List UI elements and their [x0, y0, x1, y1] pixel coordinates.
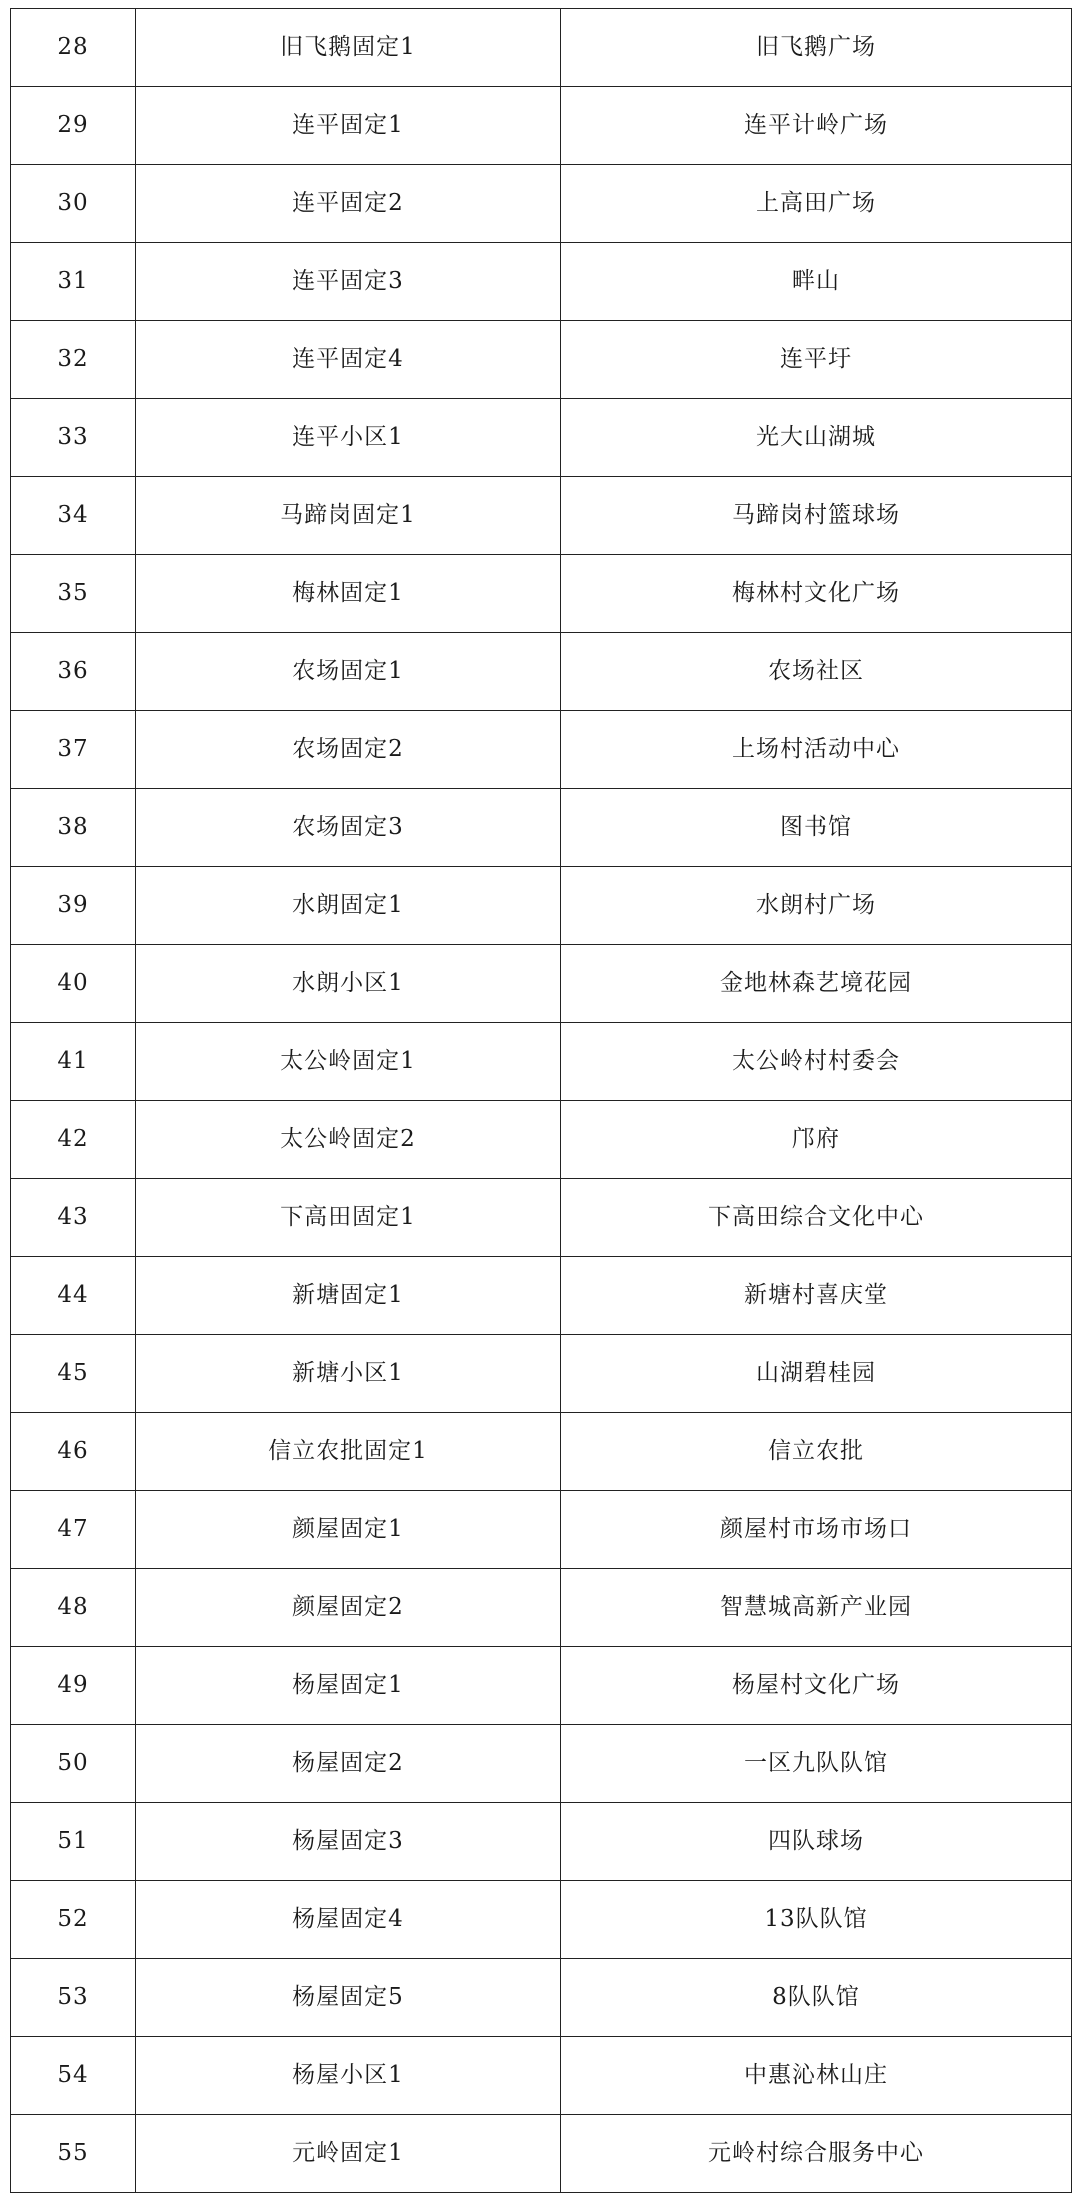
site-name-cell: 新塘固定1 — [136, 1257, 561, 1335]
row-number-cell: 55 — [11, 2115, 136, 2193]
row-number-cell: 34 — [11, 477, 136, 555]
site-name-cell: 连平小区1 — [136, 399, 561, 477]
table-row — [11, 555, 1072, 633]
site-name-cell: 太公岭固定1 — [136, 1023, 561, 1101]
site-name-cell: 连平固定3 — [136, 243, 561, 321]
site-location-cell: 邝府 — [561, 1101, 1072, 1179]
site-name-cell: 水朗固定1 — [136, 867, 561, 945]
row-number-cell: 35 — [11, 555, 136, 633]
table-row — [11, 633, 1072, 711]
table-row — [11, 1179, 1072, 1257]
row-number-cell: 38 — [11, 789, 136, 867]
table-row — [11, 867, 1072, 945]
site-location-cell: 杨屋村文化广场 — [561, 1647, 1072, 1725]
site-location-cell: 上场村活动中心 — [561, 711, 1072, 789]
site-name-cell: 连平固定4 — [136, 321, 561, 399]
site-location-cell: 马蹄岗村篮球场 — [561, 477, 1072, 555]
table-row — [11, 165, 1072, 243]
row-number-cell: 43 — [11, 1179, 136, 1257]
site-location-cell: 上高田广场 — [561, 165, 1072, 243]
site-name-cell: 下高田固定1 — [136, 1179, 561, 1257]
table-row — [11, 1023, 1072, 1101]
site-name-cell: 梅林固定1 — [136, 555, 561, 633]
site-name-cell: 杨屋固定5 — [136, 1959, 561, 2037]
row-number-cell: 48 — [11, 1569, 136, 1647]
row-number-cell: 47 — [11, 1491, 136, 1569]
sampling-site-table — [10, 8, 1071, 2193]
site-location-cell: 光大山湖城 — [561, 399, 1072, 477]
site-name-cell: 杨屋小区1 — [136, 2037, 561, 2115]
site-name-cell: 杨屋固定4 — [136, 1881, 561, 1959]
row-number-cell: 39 — [11, 867, 136, 945]
table-row — [11, 1725, 1072, 1803]
row-number-cell: 50 — [11, 1725, 136, 1803]
site-location-cell: 元岭村综合服务中心 — [561, 2115, 1072, 2193]
table-row — [11, 2037, 1072, 2115]
row-number-cell: 30 — [11, 165, 136, 243]
site-location-cell: 智慧城高新产业园 — [561, 1569, 1072, 1647]
table-row — [11, 1803, 1072, 1881]
table-row — [11, 243, 1072, 321]
row-number-cell: 51 — [11, 1803, 136, 1881]
site-name-cell: 元岭固定1 — [136, 2115, 561, 2193]
table-row — [11, 87, 1072, 165]
site-location-cell: 13队队馆 — [561, 1881, 1072, 1959]
table-row — [11, 321, 1072, 399]
row-number-cell: 54 — [11, 2037, 136, 2115]
row-number-cell: 36 — [11, 633, 136, 711]
table-body — [11, 9, 1072, 2193]
table-row — [11, 1101, 1072, 1179]
site-location-cell: 信立农批 — [561, 1413, 1072, 1491]
table-row — [11, 399, 1072, 477]
row-number-cell: 31 — [11, 243, 136, 321]
site-location-cell: 山湖碧桂园 — [561, 1335, 1072, 1413]
row-number-cell: 45 — [11, 1335, 136, 1413]
site-name-cell: 水朗小区1 — [136, 945, 561, 1023]
site-name-cell: 马蹄岗固定1 — [136, 477, 561, 555]
site-name-cell: 颜屋固定2 — [136, 1569, 561, 1647]
site-location-cell: 旧飞鹅广场 — [561, 9, 1072, 87]
site-location-cell: 四队球场 — [561, 1803, 1072, 1881]
table-row — [11, 1413, 1072, 1491]
table-row — [11, 2115, 1072, 2193]
row-number-cell: 28 — [11, 9, 136, 87]
site-name-cell: 新塘小区1 — [136, 1335, 561, 1413]
row-number-cell: 29 — [11, 87, 136, 165]
table-row — [11, 1959, 1072, 2037]
site-name-cell: 农场固定1 — [136, 633, 561, 711]
site-name-cell: 杨屋固定3 — [136, 1803, 561, 1881]
row-number-cell: 33 — [11, 399, 136, 477]
site-location-cell: 梅林村文化广场 — [561, 555, 1072, 633]
site-location-cell: 一区九队队馆 — [561, 1725, 1072, 1803]
site-location-cell: 太公岭村村委会 — [561, 1023, 1072, 1101]
table-row — [11, 945, 1072, 1023]
table-row — [11, 1335, 1072, 1413]
site-name-cell: 太公岭固定2 — [136, 1101, 561, 1179]
table-row — [11, 1647, 1072, 1725]
site-name-cell: 杨屋固定1 — [136, 1647, 561, 1725]
site-location-cell: 下高田综合文化中心 — [561, 1179, 1072, 1257]
site-name-cell: 信立农批固定1 — [136, 1413, 561, 1491]
row-number-cell: 46 — [11, 1413, 136, 1491]
site-location-cell: 8队队馆 — [561, 1959, 1072, 2037]
site-location-cell: 中惠沁林山庄 — [561, 2037, 1072, 2115]
site-name-cell: 旧飞鹅固定1 — [136, 9, 561, 87]
site-location-cell: 水朗村广场 — [561, 867, 1072, 945]
table-row — [11, 9, 1072, 87]
table — [10, 8, 1072, 2193]
table-row — [11, 1491, 1072, 1569]
site-location-cell: 颜屋村市场市场口 — [561, 1491, 1072, 1569]
site-location-cell: 连平计岭广场 — [561, 87, 1072, 165]
site-name-cell: 颜屋固定1 — [136, 1491, 561, 1569]
site-name-cell: 农场固定3 — [136, 789, 561, 867]
row-number-cell: 53 — [11, 1959, 136, 2037]
row-number-cell: 32 — [11, 321, 136, 399]
row-number-cell: 44 — [11, 1257, 136, 1335]
site-name-cell: 连平固定1 — [136, 87, 561, 165]
site-location-cell: 农场社区 — [561, 633, 1072, 711]
table-row — [11, 477, 1072, 555]
table-row — [11, 711, 1072, 789]
row-number-cell: 41 — [11, 1023, 136, 1101]
site-name-cell: 连平固定2 — [136, 165, 561, 243]
row-number-cell: 52 — [11, 1881, 136, 1959]
site-name-cell: 农场固定2 — [136, 711, 561, 789]
site-location-cell: 金地林森艺境花园 — [561, 945, 1072, 1023]
table-row — [11, 1257, 1072, 1335]
site-name-cell: 杨屋固定2 — [136, 1725, 561, 1803]
table-row — [11, 1569, 1072, 1647]
site-location-cell: 连平圩 — [561, 321, 1072, 399]
table-row — [11, 789, 1072, 867]
site-location-cell: 新塘村喜庆堂 — [561, 1257, 1072, 1335]
row-number-cell: 42 — [11, 1101, 136, 1179]
row-number-cell: 49 — [11, 1647, 136, 1725]
site-location-cell: 畔山 — [561, 243, 1072, 321]
site-location-cell: 图书馆 — [561, 789, 1072, 867]
table-row — [11, 1881, 1072, 1959]
row-number-cell: 37 — [11, 711, 136, 789]
row-number-cell: 40 — [11, 945, 136, 1023]
